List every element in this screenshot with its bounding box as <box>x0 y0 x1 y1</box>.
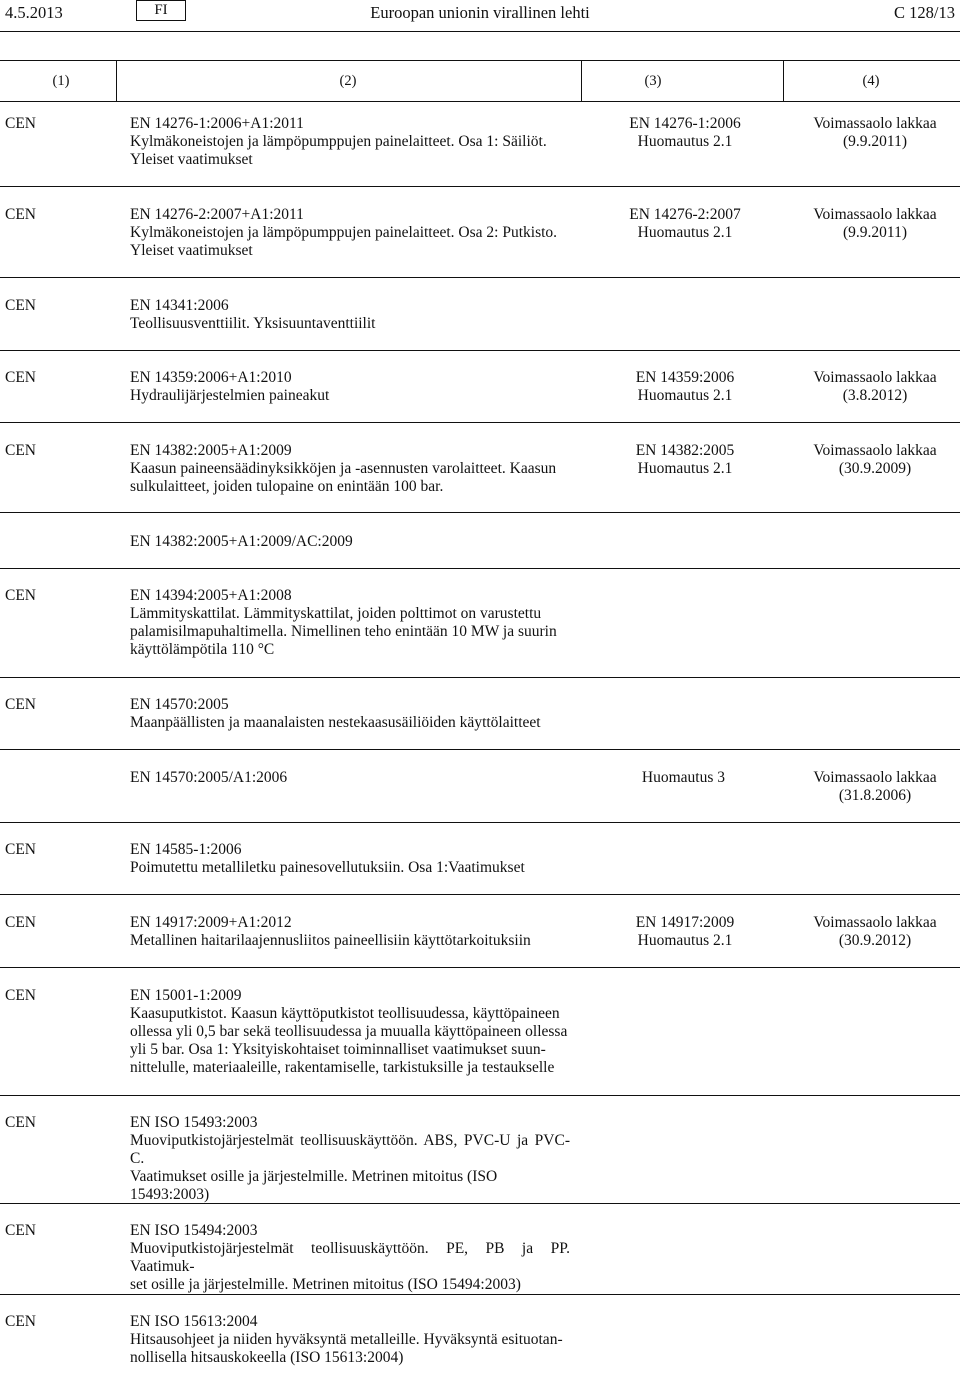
organisation-cell: CEN <box>5 369 36 386</box>
cessation-label: Voimassaolo lakkaa <box>813 442 937 459</box>
organisation-cell: CEN <box>5 297 36 314</box>
standard-reference: EN 14382:2005+A1:2009 <box>130 442 292 459</box>
standard-title-line: Muoviputkistojärjestelmät teollisuuskäyttöön. ABS, PVC-U ja PVC-C. <box>130 1132 570 1167</box>
cessation-label: Voimassaolo lakkaa <box>813 115 937 132</box>
cessation-label: Voimassaolo lakkaa <box>813 206 937 223</box>
cessation-cell <box>795 442 955 478</box>
column-divider <box>116 60 117 101</box>
standard-title-line: Yleiset vaatimukset <box>130 151 253 168</box>
standard-title-line: Poimutettu metalliletku painesovellutuksiin. Osa 1:Vaatimukset <box>130 859 525 876</box>
note-reference: Huomautus 2.1 <box>637 224 733 241</box>
standard-cell <box>130 914 570 950</box>
superseded-standard: EN 14917:2009 <box>635 914 735 931</box>
standard-title-line: Vaatimukset osille ja järjestelmille. Metrinen mitoitus (ISO <box>130 1168 498 1185</box>
standard-title-line: Hydraulijärjestelmien paineakut <box>130 387 330 404</box>
organisation-cell: CEN <box>5 442 36 459</box>
standard-title-line: 15493:2003) <box>130 1186 210 1203</box>
organisation-cell: CEN <box>5 1114 36 1131</box>
cessation-label: Voimassaolo lakkaa <box>813 369 937 386</box>
standard-title-line: nollisella hitsauskokeella (ISO 15613:2004) <box>130 1349 404 1366</box>
organisation-cell: CEN <box>5 987 36 1004</box>
standard-reference: EN 14394:2005+A1:2008 <box>130 587 292 604</box>
language-badge: FI <box>136 0 186 21</box>
superseded-cell <box>590 442 780 478</box>
standard-title-line: Hitsausohjeet ja niiden hyväksyntä metalleille. Hyväksyntä esituotan- <box>130 1331 563 1348</box>
standard-title-line: Kylmäkoneistojen ja lämpöpumppujen painelaitteet. Osa 1: Säiliöt. <box>130 133 547 150</box>
cessation-label: Voimassaolo lakkaa <box>813 769 937 786</box>
standard-reference: EN ISO 15494:2003 <box>130 1222 258 1239</box>
column-header-4: (4) <box>862 73 880 89</box>
superseded-standard: EN 14359:2006 <box>635 369 735 386</box>
standard-cell <box>130 297 570 333</box>
row-rule <box>0 749 960 750</box>
standard-title-line: yli 5 bar. Osa 1: Yksityiskohtaiset toiminnalliset vaatimukset suun- <box>130 1041 546 1058</box>
standard-cell <box>130 115 570 169</box>
organisation-cell: CEN <box>5 696 36 713</box>
organisation-cell: CEN <box>5 587 36 604</box>
cessation-cell <box>795 769 955 805</box>
cessation-cell <box>795 115 955 151</box>
standard-reference: EN 14917:2009+A1:2012 <box>130 914 292 931</box>
standard-reference: EN 14359:2006+A1:2010 <box>130 369 292 386</box>
cessation-label: Voimassaolo lakkaa <box>813 914 937 931</box>
cessation-date: (9.9.2011) <box>843 133 907 150</box>
cessation-date: (9.9.2011) <box>843 224 907 241</box>
standard-cell <box>130 587 570 659</box>
superseded-standard: EN 14382:2005 <box>635 442 735 459</box>
superseded-cell <box>590 914 780 950</box>
standard-title-line: set osille ja järjestelmille. Metrinen mitoitus (ISO 15494:2003) <box>130 1276 521 1293</box>
column-header-3: (3) <box>644 73 662 89</box>
standard-title-line: Kaasuputkistot. Kaasun käyttöputkistot teollisuudessa, käyttöpaineen <box>130 1005 560 1022</box>
column-divider <box>581 60 582 101</box>
standard-reference: EN 14276-2:2007+A1:2011 <box>130 206 304 223</box>
column-divider <box>783 60 784 101</box>
standard-cell <box>130 987 570 1077</box>
organisation-cell: CEN <box>5 914 36 931</box>
row-rule <box>0 422 960 423</box>
table-top-rule <box>0 60 960 61</box>
column-header-1: (1) <box>52 73 70 89</box>
standard-title-line: Muoviputkistojärjestelmät teollisuuskäyttöön. PE, PB ja PP. Vaatimuk- <box>130 1240 570 1275</box>
standard-cell <box>130 206 570 260</box>
standard-reference: EN 14570:2005/A1:2006 <box>130 769 288 786</box>
organisation-cell: CEN <box>5 1222 36 1239</box>
standard-cell <box>130 369 570 405</box>
standard-reference: EN 14341:2006 <box>130 297 229 314</box>
row-rule <box>0 568 960 569</box>
note-reference: Huomautus 2.1 <box>637 932 733 949</box>
row-rule <box>0 967 960 968</box>
standard-title-line: nittelulle, materiaaleille, rakentamiselle, tarkistuksille ja testaukselle <box>130 1059 555 1076</box>
standard-cell <box>130 1313 570 1367</box>
row-rule <box>0 350 960 351</box>
row-rule <box>0 1203 960 1204</box>
publication-date: 4.5.2013 <box>5 3 63 22</box>
standard-reference: EN ISO 15613:2004 <box>130 1313 258 1330</box>
standard-title-line: Yleiset vaatimukset <box>130 242 253 259</box>
note-reference: Huomautus 2.1 <box>637 133 733 150</box>
note-reference: Huomautus 3 <box>641 769 725 786</box>
row-rule <box>0 512 960 513</box>
cessation-date: (30.9.2009) <box>838 460 912 477</box>
row-rule <box>0 894 960 895</box>
superseded-cell <box>590 115 780 151</box>
row-rule <box>0 186 960 187</box>
standard-cell <box>130 841 570 877</box>
standard-reference: EN 14585-1:2006 <box>130 841 242 858</box>
cessation-date: (30.9.2012) <box>838 932 912 949</box>
row-rule <box>0 1294 960 1295</box>
standard-title-line: palamisilmapuhaltimella. Nimellinen teho enintään 10 MW ja suurin <box>130 623 557 640</box>
superseded-standard: EN 14276-2:2007 <box>629 206 741 223</box>
standard-title-line: käyttölämpötila 110 °C <box>130 641 275 658</box>
page-reference: C 128/13 <box>894 3 955 22</box>
standard-title-line: Kaasun paineensäädinyksikköjen ja -asennusten varolaitteet. Kaasun <box>130 460 557 477</box>
organisation-cell: CEN <box>5 841 36 858</box>
organisation-cell: CEN <box>5 115 36 132</box>
column-header-2: (2) <box>339 73 357 89</box>
standard-cell <box>130 442 570 496</box>
standard-cell <box>130 696 570 732</box>
row-rule <box>0 822 960 823</box>
standard-title-line: Teollisuusventtiilit. Yksisuuntaventtiilit <box>130 315 376 332</box>
standard-reference: EN 14276-1:2006+A1:2011 <box>130 115 304 132</box>
standard-reference: EN 14382:2005+A1:2009/AC:2009 <box>130 533 353 550</box>
header-rule <box>0 31 960 32</box>
superseded-cell <box>590 206 780 242</box>
cessation-cell <box>795 206 955 242</box>
note-reference: Huomautus 2.1 <box>637 387 733 404</box>
standard-cell <box>130 1222 570 1294</box>
row-rule <box>0 1095 960 1096</box>
standard-title-line: Metallinen haitarilaajennusliitos paineellisiin käyttötarkoituksiin <box>130 932 531 949</box>
standard-title-line: Maanpäällisten ja maanalaisten nestekaasusäiliöiden käyttölaitteet <box>130 714 541 731</box>
standard-cell <box>130 769 570 787</box>
organisation-cell: CEN <box>5 206 36 223</box>
standard-title-line: Kylmäkoneistojen ja lämpöpumppujen painelaitteet. Osa 2: Putkisto. <box>130 224 558 241</box>
standard-title-line: ollessa yli 0,5 bar sekä teollisuudessa ja muualla käyttöpaineen ollessa <box>130 1023 568 1040</box>
note-reference: Huomautus 2.1 <box>637 460 733 477</box>
row-rule <box>0 277 960 278</box>
standard-reference: EN 15001-1:2009 <box>130 987 242 1004</box>
standard-reference: EN ISO 15493:2003 <box>130 1114 258 1131</box>
table-head-rule <box>0 101 960 102</box>
standard-reference: EN 14570:2005 <box>130 696 229 713</box>
standard-title-line: sulkulaitteet, joiden tulopaine on enintään 100 bar. <box>130 478 444 495</box>
row-rule <box>0 677 960 678</box>
standard-cell <box>130 533 570 551</box>
standard-title-line: Lämmityskattilat. Lämmityskattilat, joiden polttimot on varustettu <box>130 605 542 622</box>
journal-title: Euroopan unionin virallinen lehti <box>370 3 590 22</box>
standard-cell <box>130 1114 570 1204</box>
superseded-cell <box>590 769 725 787</box>
cessation-cell <box>795 914 955 950</box>
superseded-standard: EN 14276-1:2006 <box>629 115 741 132</box>
superseded-cell <box>590 369 780 405</box>
cessation-date: (3.8.2012) <box>842 387 908 404</box>
organisation-cell: CEN <box>5 1313 36 1330</box>
cessation-date: (31.8.2006) <box>838 787 912 804</box>
cessation-cell <box>795 369 955 405</box>
